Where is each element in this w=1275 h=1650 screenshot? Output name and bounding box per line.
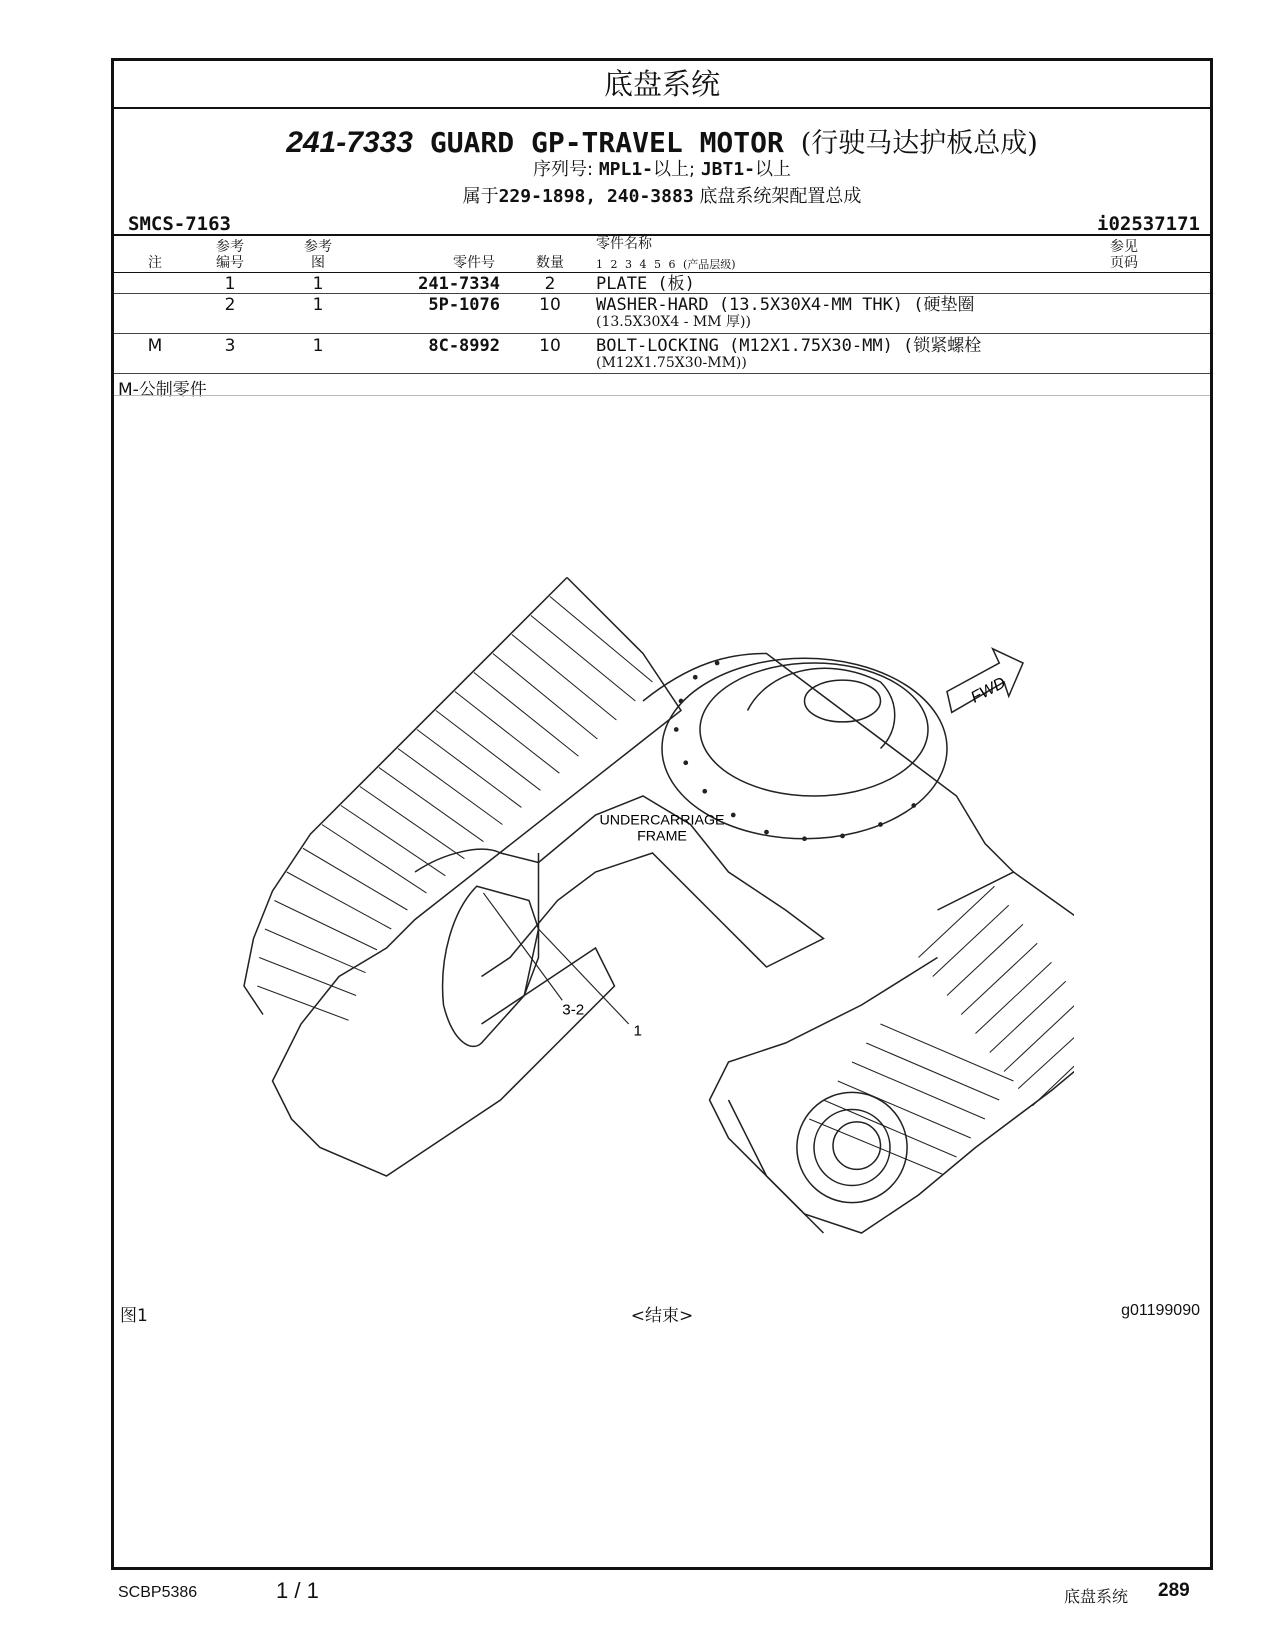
smcs-code: SMCS-7163 <box>128 213 231 235</box>
belongs-parts: 229-1898, 240-3883 <box>498 186 694 207</box>
page-frame <box>111 58 1213 1570</box>
row-divider <box>114 333 1210 334</box>
row-part-no: 5P-1076 <box>428 295 500 315</box>
row-ref-no: 3 <box>224 336 236 356</box>
row-name: PLATE (板) <box>596 274 695 294</box>
part-number: 241-7333 <box>286 126 413 159</box>
fwd-label: FWD <box>967 673 1009 707</box>
callout-1: 1 <box>633 1022 642 1040</box>
row-divider <box>114 293 1210 294</box>
col-header-ref-no-2: 编号 <box>216 255 244 271</box>
undercarriage-illustration <box>174 511 1074 1271</box>
footer-page-of: 1 / 1 <box>276 1578 319 1603</box>
belongs-prefix: 属于 <box>462 186 499 207</box>
row-fig: 1 <box>312 295 324 315</box>
frame-label-1: UNDERCARRIAGE <box>599 812 725 829</box>
col-header-ref-fig-2: 图 <box>311 255 325 271</box>
col-header-qty: 数量 <box>536 255 564 271</box>
row-name: BOLT-LOCKING (M12X1.75X30-MM) (锁紧螺栓 <box>596 336 982 356</box>
section-title: 底盘系统 <box>114 61 1210 109</box>
divider <box>114 272 1210 273</box>
serial-prefix-2: JBT1- <box>700 159 755 180</box>
belongs-line <box>114 182 1210 208</box>
col-header-ref-fig-1: 参考 <box>304 239 332 255</box>
row-name-sub: (13.5X30X4 - MM 厚)) <box>596 314 751 330</box>
end-label: <结束> <box>630 1306 694 1326</box>
col-header-see-page-1: 参见 <box>1110 239 1138 255</box>
divider <box>114 395 1210 396</box>
part-name: GUARD GP-TRAVEL MOTOR <box>429 126 784 159</box>
row-note: M <box>147 336 163 356</box>
graphic-id: g01199090 <box>1121 1302 1200 1319</box>
serial-line <box>114 155 1210 181</box>
col-header-note: 注 <box>148 255 162 271</box>
row-qty: 2 <box>544 274 556 294</box>
row-fig: 1 <box>312 336 324 356</box>
frame-label-2: FRAME <box>637 828 687 845</box>
col-header-part-name: 零件名称 <box>596 236 652 252</box>
col-header-levels: 1 2 3 4 5 6 (产品层级) <box>596 258 736 271</box>
metric-footnote: M-公制零件 <box>118 380 207 400</box>
col-header-see-page-2: 页码 <box>1110 255 1138 271</box>
callout-3-2: 3-2 <box>562 1001 585 1019</box>
footer-section: 底盘系统 <box>1064 1587 1129 1606</box>
col-header-ref-no-1: 参考 <box>216 239 244 255</box>
row-divider <box>114 373 1210 374</box>
footer-page-number: 289 <box>1158 1580 1190 1601</box>
row-part-no: 8C-8992 <box>428 336 500 356</box>
figure-label: 图1 <box>120 1306 148 1326</box>
serial-suffix-2: 以上 <box>755 159 791 180</box>
col-header-part-no: 零件号 <box>453 255 495 271</box>
row-name: WASHER-HARD (13.5X30X4-MM THK) (硬垫圈 <box>596 295 975 315</box>
row-part-no: 241-7334 <box>418 274 500 294</box>
document-id: i02537171 <box>1097 213 1200 235</box>
serial-prefix-1: MPL1- <box>598 159 653 180</box>
serial-suffix-1: 以上; <box>653 159 696 180</box>
row-ref-no: 2 <box>224 295 236 315</box>
row-qty: 10 <box>539 336 561 356</box>
row-fig: 1 <box>312 274 324 294</box>
belongs-suffix: 底盘系统架配置总成 <box>699 186 862 207</box>
row-qty: 10 <box>539 295 561 315</box>
serial-label: 序列号: <box>533 159 594 180</box>
divider <box>114 234 1210 236</box>
part-name-cn: (行驶马达护板总成) <box>800 128 1038 159</box>
row-ref-no: 1 <box>224 274 236 294</box>
row-name-sub: (M12X1.75X30-MM)) <box>596 355 747 371</box>
footer-doc-code: SCBP5386 <box>118 1584 198 1601</box>
